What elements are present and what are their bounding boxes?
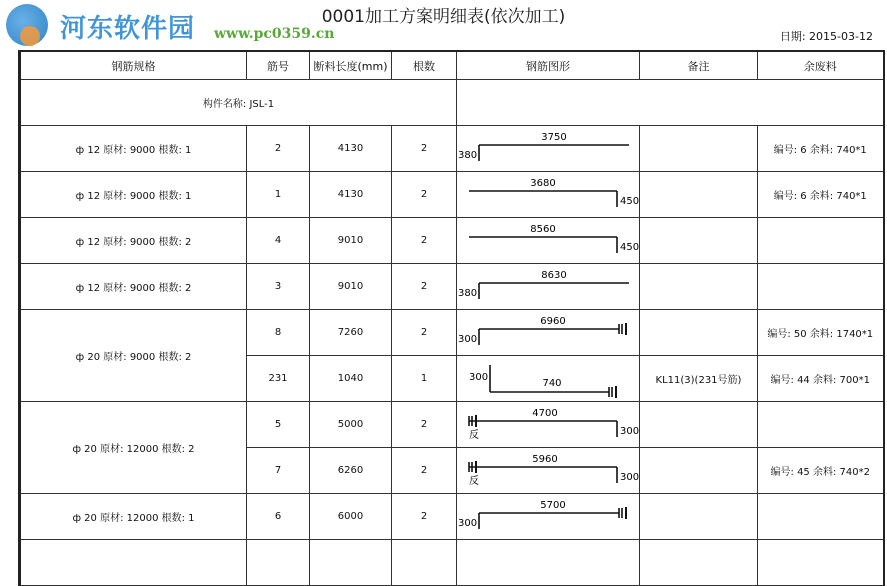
note: KL11(3)(231号筋) (640, 356, 758, 402)
bar-number: 8 (247, 310, 310, 356)
note (640, 310, 758, 356)
rebar-shape (457, 494, 640, 540)
detail-table (18, 50, 885, 586)
cut-length: 9010 (310, 264, 392, 310)
shape-cell (457, 264, 640, 310)
dimension-label: 3750 (541, 132, 567, 143)
cut-length: 7260 (310, 310, 392, 356)
table-row (20, 402, 884, 448)
note (640, 402, 758, 448)
note (640, 494, 758, 540)
dimension-label: 450 (620, 242, 640, 253)
empty-cell (457, 80, 884, 126)
rebar-spec: ф 12 原材: 9000 根数: 2 (20, 264, 247, 310)
bar-number: 5 (247, 402, 310, 448)
column-header: 备注 (640, 51, 758, 80)
dimension-label: 450 (620, 196, 640, 207)
bar-number: 4 (247, 218, 310, 264)
watermark-url: www.pc0359.cn (214, 26, 335, 42)
component-name: 构件名称: JSL-1 (20, 80, 457, 126)
rebar-spec: ф 12 原材: 9000 根数: 2 (20, 218, 247, 264)
table-row (20, 494, 884, 540)
shape-cell (457, 310, 640, 356)
bar-count: 2 (392, 402, 457, 448)
waste: 编号: 6 余料: 740*1 (758, 172, 884, 218)
rebar-spec: ф 20 原材: 12000 根数: 2 (20, 402, 247, 494)
dimension-label: 300 (458, 334, 478, 345)
rebar-spec: ф 20 原材: 9000 根数: 2 (20, 310, 247, 402)
column-header: 根数 (392, 51, 457, 80)
bar-number: 7 (247, 448, 310, 494)
bar-number: 3 (247, 264, 310, 310)
table-row (20, 126, 884, 172)
rebar-spec: ф 12 原材: 9000 根数: 1 (20, 126, 247, 172)
rebar-shape (457, 310, 640, 356)
rebar-shape (457, 402, 640, 448)
rebar-shape (457, 126, 640, 172)
note (640, 448, 758, 494)
bar-count: 2 (392, 494, 457, 540)
rebar-shape (457, 448, 640, 494)
shape-cell (457, 356, 640, 402)
dimension-label: 8630 (541, 270, 567, 281)
cut-length: 4130 (310, 126, 392, 172)
table-row (20, 310, 884, 356)
cut-length: 6260 (310, 448, 392, 494)
note (640, 126, 758, 172)
column-header: 筋号 (247, 51, 310, 80)
empty-cell (392, 540, 457, 586)
table-row (20, 264, 884, 310)
shape-cell (457, 402, 640, 448)
shape-cell (457, 448, 640, 494)
column-header: 钢筋规格 (20, 51, 247, 80)
bar-count: 2 (392, 126, 457, 172)
table-row (20, 540, 884, 586)
dimension-label: 300 (620, 472, 640, 483)
report-date: 日期: 2015-03-12 (779, 30, 873, 43)
dimension-label: 300 (458, 518, 478, 529)
table-row (20, 218, 884, 264)
column-header: 断料长度(mm) (310, 51, 392, 80)
note (640, 218, 758, 264)
rebar-shape (457, 264, 640, 310)
shape-cell (457, 126, 640, 172)
empty-cell (247, 540, 310, 586)
empty-cell (640, 540, 758, 586)
rebar-spec: ф 12 原材: 9000 根数: 1 (20, 172, 247, 218)
shape-cell (457, 494, 640, 540)
cut-length: 5000 (310, 402, 392, 448)
dimension-label: 8560 (530, 224, 556, 235)
waste: 编号: 6 余料: 740*1 (758, 126, 884, 172)
waste (758, 218, 884, 264)
page-title: 0001加工方案明细表(依次加工) (321, 7, 566, 27)
dimension-label: 380 (458, 288, 478, 299)
bar-count: 2 (392, 218, 457, 264)
cut-length: 6000 (310, 494, 392, 540)
bar-count: 2 (392, 172, 457, 218)
empty-cell (310, 540, 392, 586)
bar-count: 2 (392, 310, 457, 356)
dimension-label: 反 (469, 476, 479, 487)
header-row (20, 51, 884, 80)
dimension-label: 5700 (540, 500, 566, 511)
watermark-name: 河东软件园 (60, 14, 196, 44)
cut-length: 4130 (310, 172, 392, 218)
cut-length: 1040 (310, 356, 392, 402)
dimension-label: 4700 (532, 408, 558, 419)
table-row (20, 172, 884, 218)
bar-number: 2 (247, 126, 310, 172)
bar-count: 2 (392, 448, 457, 494)
column-header: 钢筋图形 (457, 51, 640, 80)
waste (758, 494, 884, 540)
note (640, 264, 758, 310)
dimension-label: 5960 (532, 454, 558, 465)
empty-cell (20, 540, 247, 586)
dimension-label: 反 (469, 430, 479, 441)
waste: 编号: 50 余料: 1740*1 (758, 310, 884, 356)
rebar-shape (457, 218, 640, 264)
note (640, 172, 758, 218)
dimension-label: 300 (620, 426, 640, 437)
component-row (20, 80, 884, 126)
dimension-label: 380 (458, 150, 478, 161)
rebar-shape (457, 356, 640, 402)
empty-cell (457, 540, 640, 586)
rebar-shape (457, 172, 640, 218)
cut-length: 9010 (310, 218, 392, 264)
bar-count: 1 (392, 356, 457, 402)
shape-cell (457, 172, 640, 218)
waste (758, 264, 884, 310)
column-header: 余废料 (758, 51, 884, 80)
empty-cell (758, 540, 884, 586)
dimension-label: 300 (469, 372, 489, 383)
bar-number: 231 (247, 356, 310, 402)
waste (758, 402, 884, 448)
shape-cell (457, 218, 640, 264)
dimension-label: 6960 (540, 316, 566, 327)
waste: 编号: 44 余料: 700*1 (758, 356, 884, 402)
bar-number: 1 (247, 172, 310, 218)
bar-number: 6 (247, 494, 310, 540)
waste: 编号: 45 余料: 740*2 (758, 448, 884, 494)
dimension-label: 3680 (530, 178, 556, 189)
dimension-label: 740 (542, 378, 562, 389)
bar-count: 2 (392, 264, 457, 310)
rebar-spec: ф 20 原材: 12000 根数: 1 (20, 494, 247, 540)
